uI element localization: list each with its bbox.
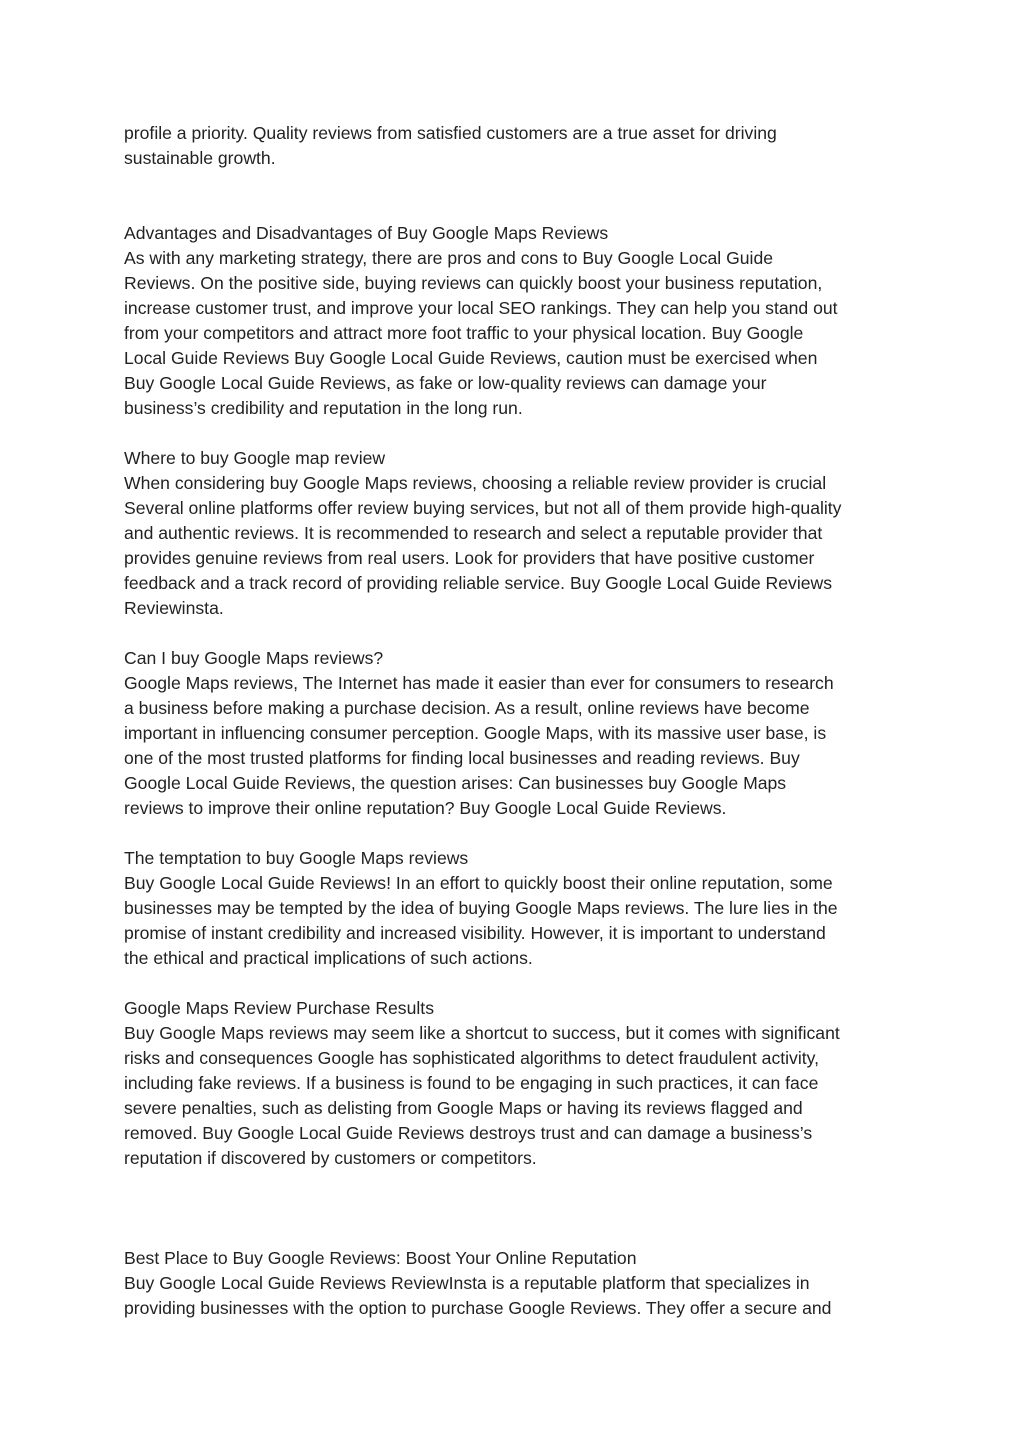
section-purchase-results [124, 996, 900, 1171]
section-can-i-buy [124, 646, 900, 821]
section-heading: The temptation to buy Google Maps reviews [124, 848, 469, 868]
section-body: Buy Google Local Guide Reviews! In an effort to quickly boost their online reputation, some businesses may be tempted by the idea of buying Google Maps reviews. The lure lies in the promise of instant credibility and increased visibility. However, it is important to understand the ethical and practical implications of such actions. [124, 873, 838, 968]
section-heading: Best Place to Buy Google Reviews: Boost Your Online Reputation [124, 1248, 637, 1268]
section-body: Buy Google Maps reviews may seem like a shortcut to success, but it comes with significant risks and consequences Google has sophisticated algorithms to detect fraudulent activity, including fake reviews. If a business is found to be engaging in such practices, it can face severe penalties, such as delisting from Google Maps or having its reviews flagged and removed. Buy Google Local Guide Reviews destroys trust and can damage a business’s reputation if discovered by customers or competitors. [124, 1023, 840, 1168]
spacer [124, 171, 900, 221]
spacer [124, 621, 900, 646]
section-advantages [124, 221, 900, 421]
section-body: Buy Google Local Guide Reviews ReviewInsta is a reputable platform that specializes in providing businesses with the option to purchase Google Reviews. They offer a secure and [124, 1273, 832, 1318]
section-temptation [124, 846, 900, 971]
section-heading: Where to buy Google map review [124, 448, 386, 468]
document-page [124, 121, 900, 1321]
spacer [124, 1171, 900, 1246]
spacer [124, 971, 900, 996]
section-where-to-buy [124, 446, 900, 621]
section-heading: Advantages and Disadvantages of Buy Google Maps Reviews [124, 223, 609, 243]
section-body: Google Maps reviews, The Internet has made it easier than ever for consumers to research a business before making a purchase decision. As a result, online reviews have become important in influencing consumer perception. Google Maps, with its massive user base, is one of the most trusted platforms for finding local businesses and reading reviews. Buy Google Local Guide Reviews, the question arises: Can businesses buy Google Maps reviews to improve their online reputation? Buy Google Local Guide Reviews. [124, 673, 834, 818]
spacer [124, 421, 900, 446]
intro-paragraph: profile a priority. Quality reviews from satisfied customers are a true asset for driving sustainable growth. [124, 123, 777, 168]
section-body: When considering buy Google Maps reviews, choosing a reliable review provider is crucial Several online platforms offer review buying services, but not all of them provide high-quality and authentic reviews. It is recommended to research and select a reputable provider that provides genuine reviews from real users. Look for providers that have positive customer feedback and a track record of providing reliable service. Buy Google Local Guide Reviews Reviewinsta. [124, 473, 842, 618]
spacer [124, 821, 900, 846]
section-heading: Google Maps Review Purchase Results [124, 998, 434, 1018]
section-body: As with any marketing strategy, there are pros and cons to Buy Google Local Guide Reviews. On the positive side, buying reviews can quickly boost your business reputation, increase customer trust, and improve your local SEO rankings. They can help you stand out from your competitors and attract more foot traffic to your physical location. Buy Google Local Guide Reviews Buy Google Local Guide Reviews, caution must be exercised when Buy Google Local Guide Reviews, as fake or low-quality reviews can damage your business’s credibility and reputation in the long run. [124, 248, 838, 418]
section-heading: Can I buy Google Maps reviews? [124, 648, 384, 668]
section-best-place [124, 1246, 900, 1321]
